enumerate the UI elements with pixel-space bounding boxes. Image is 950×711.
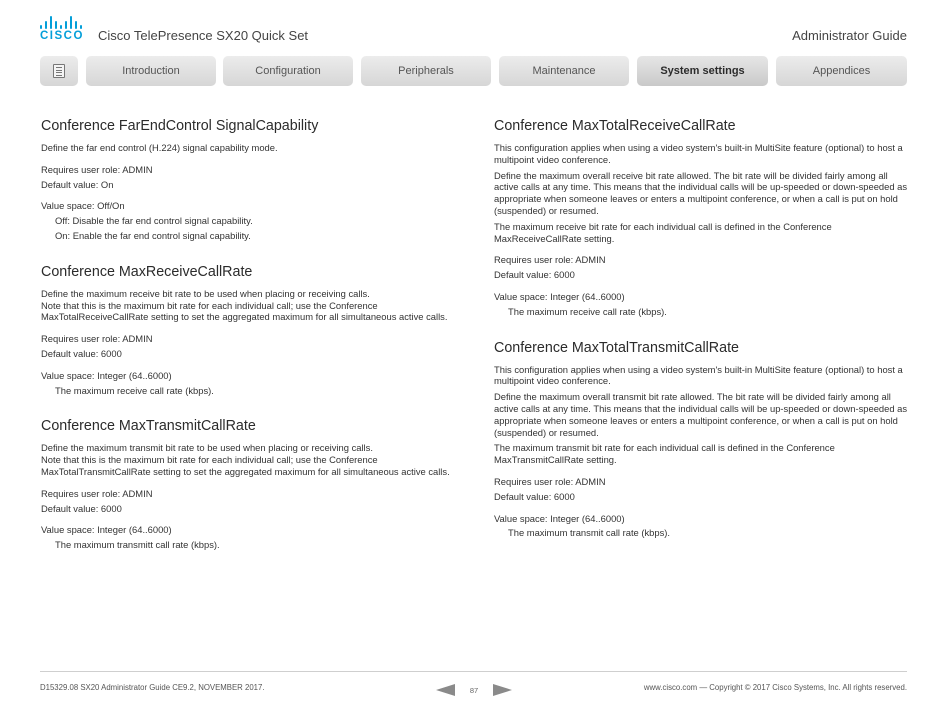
section-description: Define the far end control (H.224) signal capability mode.	[41, 142, 278, 153]
value-option: Off: Disable the far end control signal capability.	[55, 215, 253, 227]
value-space: Value space: Integer (64..6000)	[494, 290, 625, 302]
tab-system-settings[interactable]: System settings	[637, 56, 768, 86]
guide-title: Administrator Guide	[792, 28, 907, 43]
tab-introduction[interactable]: Introduction	[86, 56, 216, 86]
tab-appendices[interactable]: Appendices	[776, 56, 907, 86]
section-title: Conference MaxReceiveCallRate	[41, 263, 253, 280]
document-title: Cisco TelePresence SX20 Quick Set	[98, 28, 309, 43]
section-note: The maximum receive bit rate for each individual call is defined in the Conference MaxReceiveCallRate setting.	[494, 220, 832, 244]
section-description: This configuration applies when using a video system's built-in MultiSite feature (optional) to host a multipoint video conference.	[494, 363, 903, 387]
section-title: Conference MaxTotalTransmitCallRate	[494, 339, 739, 356]
value-option: On: Enable the far end control signal capability.	[55, 229, 251, 241]
value-option: The maximum transmit call rate (kbps).	[508, 527, 671, 539]
section-note: The maximum transmit bit rate for each individual call is defined in the Conference MaxTransmitCallRate setting.	[494, 442, 835, 466]
cisco-logo-text: CISCO	[40, 30, 84, 42]
default-value: Default value: 6000	[494, 269, 575, 281]
page-navigator	[436, 683, 512, 697]
contents-menu-icon	[53, 64, 65, 78]
section-farendcontrol-signalcapability	[41, 118, 456, 242]
navigation-tabs	[40, 56, 907, 86]
right-column	[494, 118, 909, 539]
default-value: Default value: On	[41, 178, 114, 190]
user-role: Requires user role: ADMIN	[494, 254, 606, 266]
value-option: The maximum receive call rate (kbps).	[55, 384, 214, 396]
section-maxtransmitcallrate	[41, 418, 456, 551]
user-role: Requires user role: ADMIN	[494, 475, 606, 487]
page-number: 87	[469, 686, 479, 695]
tab-maintenance[interactable]: Maintenance	[499, 56, 629, 86]
value-space: Value space: Integer (64..6000)	[41, 524, 172, 536]
section-detail: Define the maximum overall receive bit rate allowed. The bit rate will be divided fairly among all active calls at any time. This means that the individual calls will be up-speeded or down-speeded as appropriate when someone leaves or enters a multipoint conference, or when a call is put on hold (suspended) or resumed.	[494, 169, 908, 216]
user-role: Requires user role: ADMIN	[41, 333, 153, 345]
section-note: Note that this is the maximum bit rate for each individual call; use the Conference MaxTotalTransmitCallRate setting to set the aggregated maximum for all simultaneous active calls.	[41, 454, 450, 477]
section-description: Define the maximum transmit bit rate to be used when placing or receiving calls.	[41, 442, 373, 454]
next-page-arrow-icon[interactable]	[493, 684, 512, 696]
tab-configuration[interactable]: Configuration	[223, 56, 353, 86]
footer-document-id: D15329.08 SX20 Administrator Guide CE9.2, NOVEMBER 2017.	[40, 683, 265, 692]
page-header	[0, 0, 950, 56]
section-title: Conference MaxTransmitCallRate	[41, 418, 256, 435]
section-maxtotalreceivecallrate	[494, 118, 909, 318]
section-maxtotaltransmitcallrate	[494, 340, 909, 540]
user-role: Requires user role: ADMIN	[41, 487, 153, 499]
section-description: Define the maximum receive bit rate to be used when placing or receiving calls.	[41, 287, 370, 299]
section-title: Conference MaxTotalReceiveCallRate	[494, 118, 736, 134]
user-role: Requires user role: ADMIN	[41, 163, 153, 175]
section-note: Note that this is the maximum bit rate for each individual call; use the Conference MaxTotalReceiveCallRate setting to set the aggregated maximum for all simultaneous active calls.	[41, 299, 448, 323]
section-detail: Define the maximum overall transmit bit rate allowed. The bit rate will be divided fairly among all active calls at any time. This means that the individual calls will be up-speeded or down-speeded as appropriate when someone leaves or enters a multipoint conference, or when a call is put on hold (suspended) or resumed.	[494, 391, 908, 438]
default-value: Default value: 6000	[494, 490, 575, 502]
value-option: The maximum receive call rate (kbps).	[508, 305, 667, 317]
footer-divider	[40, 671, 907, 672]
cisco-logo-bars-icon	[40, 16, 82, 29]
value-space: Value space: Integer (64..6000)	[494, 512, 625, 524]
tab-contents-menu[interactable]	[40, 56, 78, 86]
section-description: This configuration applies when using a video system's built-in MultiSite feature (optional) to host a multipoint video conference.	[494, 142, 903, 165]
left-column	[41, 118, 456, 551]
value-space: Value space: Integer (64..6000)	[41, 369, 172, 381]
cisco-logo	[40, 16, 86, 42]
tab-peripherals[interactable]: Peripherals	[361, 56, 491, 86]
section-maxreceivecallrate	[41, 264, 456, 397]
default-value: Default value: 6000	[41, 347, 122, 359]
footer-copyright: www.cisco.com — Copyright © 2017 Cisco Systems, Inc. All rights reserved.	[643, 683, 907, 692]
default-value: Default value: 6000	[41, 502, 122, 514]
section-title: Conference FarEndControl SignalCapability	[41, 118, 319, 134]
value-space: Value space: Off/On	[41, 200, 125, 212]
value-option: The maximum transmitt call rate (kbps).	[55, 539, 220, 551]
